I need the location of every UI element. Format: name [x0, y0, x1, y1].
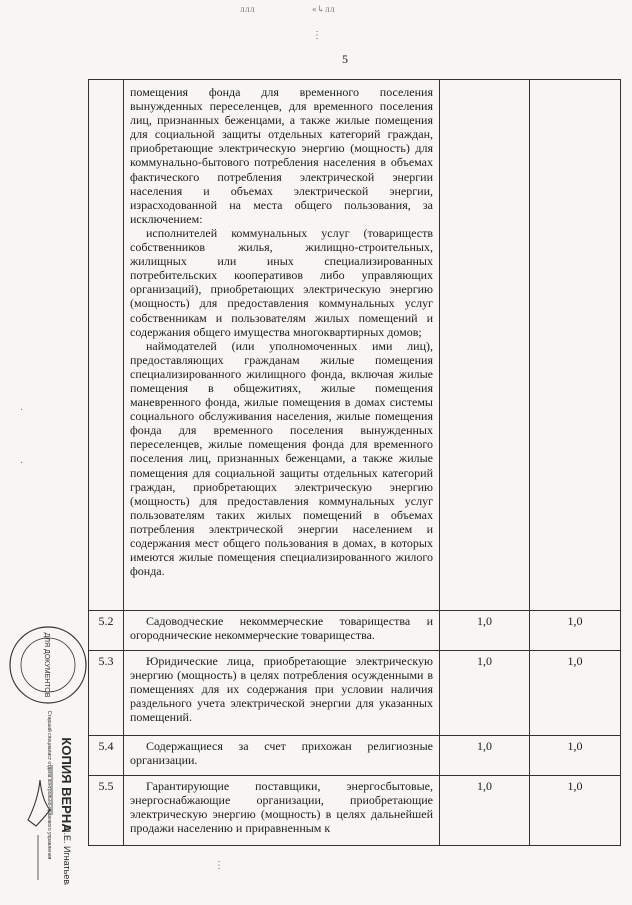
row-description [124, 651, 440, 736]
scan-noise: ⋮ [312, 30, 322, 41]
value-cell: 1,0 [530, 736, 621, 776]
value-cell: 1,0 [530, 651, 621, 736]
row-description [124, 736, 440, 776]
row-description [124, 611, 440, 651]
scan-noise: ⋮ [214, 860, 224, 871]
value-cell [530, 80, 621, 611]
page-number: 5 [342, 52, 348, 66]
paragraph: помещения фонда для временного поселения вынужденных переселенцев, для временного поселения лиц, признанных беженцами, а также жилые помещения для социальной защиты отдельных категорий граждан, приобретающие электрическую энергию (мощность) для коммунально-бытового потребления населения в объемах фактического потребления электрической энергии населения и объемах электрической энергии, израсходованной на места общего пользования, за исключением: [130, 85, 433, 226]
paragraph: Юридические лица, приобретающие электрическую энергию (мощность) в целях потребления осужденными в помещениях для их содержания при условии наличия раздельного учета электрической энергии для указанных помещений. [130, 654, 433, 725]
stamp-role: Старший специалист отдела контрольно-правового управления [46, 710, 52, 860]
value-cell: 1,0 [530, 611, 621, 651]
paragraph: Содержащиеся за счет прихожан религиозные организации. [130, 739, 433, 768]
row-number: 5.3 [89, 651, 124, 736]
tariff-table [88, 79, 621, 846]
table-row [89, 776, 621, 846]
row-number: 5.2 [89, 611, 124, 651]
scan-mark: ᴫᴫᴫ [240, 4, 255, 14]
paragraph: Садоводческие некоммерческие товарищества и огороднические некоммерческие товарищества. [130, 614, 433, 643]
table-row [89, 80, 621, 611]
scan-mark: «↳ᴫᴫ [312, 4, 336, 14]
scan-noise: · [20, 405, 24, 416]
row-number: 5.4 [89, 736, 124, 776]
certification-stamp [8, 625, 88, 885]
value-cell: 1,0 [440, 736, 530, 776]
table-row [89, 611, 621, 651]
row-description [124, 776, 440, 846]
paragraph: наймодателей (или уполномоченных ими лиц), предоставляющих гражданам жилые помещения специализированного жилищного фонда, включая жилые помещения в общежитиях, жилые помещения маневренного фонда, жилые помещения в домах системы социального обслуживания населения, жилые помещения фонда для временного поселения вынужденных переселенцев, жилые помещения фонда для временного поселения лиц, признанных беженцами, а также жилые помещения для социальной защиты отдельных категорий граждан, приобретающих электрическую энергию (мощность) для предоставления коммунальных услуг пользователям таких жилых помещений в объемах потребления электрической энергии населением и содержания мест общего пользования в домах, в которых имеются жилые помещения специализированного жилого фонда. [130, 338, 433, 579]
paragraph: исполнителей коммунальных услуг (товариществ собственников жилья, жилищно-строительных, жилищных или иных специализированных потребительских кооперативов либо управляющих организаций), приобретающих электрическую энергию (мощность) для предоставления коммунальных услуг собственникам и пользователям жилых помещений и содержания общего имущества многоквартирных домов; [130, 225, 433, 339]
value-cell: 1,0 [440, 776, 530, 846]
value-cell: 1,0 [440, 611, 530, 651]
stamp-graphic [8, 625, 88, 885]
value-cell: 1,0 [440, 651, 530, 736]
scan-noise: · [20, 458, 24, 469]
row-number: 5.5 [89, 776, 124, 846]
value-cell: 1,0 [530, 776, 621, 846]
paragraph: Гарантирующие поставщики, энергосбытовые, энергоснабжающие организации, приобретающие электрическую энергию (мощность) в целях дальнейшей продажи населению и приравненным к [130, 779, 433, 836]
copy-label: КОПИЯ ВЕРНА [59, 737, 74, 833]
row-description [124, 80, 440, 611]
row-number [89, 80, 124, 611]
stamp-name: М.Е. Игнатьева [62, 824, 72, 885]
table-row [89, 651, 621, 736]
value-cell [440, 80, 530, 611]
table-row [89, 736, 621, 776]
stamp-inner-text: ДЛЯ ДОКУМЕНТОВ [43, 632, 50, 698]
